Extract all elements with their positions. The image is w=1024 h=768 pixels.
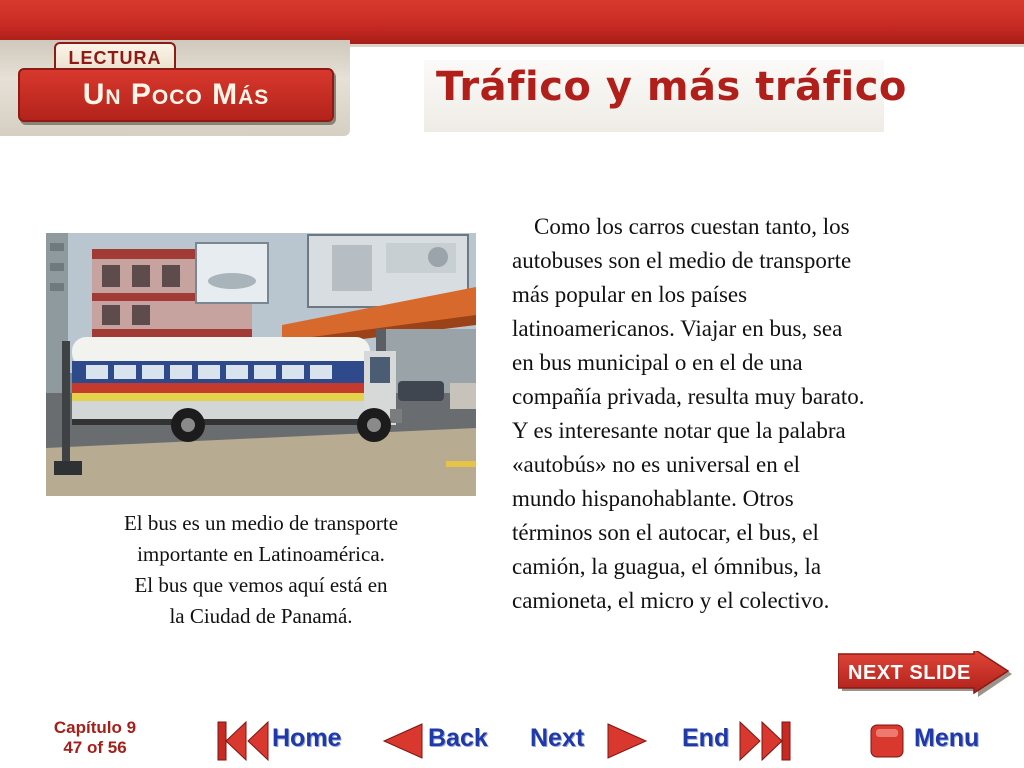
back-button[interactable] — [378, 716, 498, 766]
paragraph-line: latinoamericanos. Viajar en bus, sea — [512, 316, 843, 341]
photo-caption — [46, 508, 476, 632]
arrow-right-icon — [602, 716, 652, 766]
caption-line: la Ciudad de Panamá. — [169, 604, 353, 628]
menu-label: Menu — [914, 724, 980, 752]
paragraph-line: más popular en los países — [512, 282, 748, 307]
page-title: Tráfico y más tráfico — [436, 64, 907, 110]
skip-back-icon — [216, 716, 272, 766]
menu-square-icon — [868, 716, 908, 766]
paragraph-line: Y es interesante notar que la palabra — [512, 418, 846, 443]
end-label: End — [682, 724, 730, 752]
logo-tab-label: LECTURA — [54, 42, 176, 72]
paragraph-line: «autobús» no es universal en el — [512, 452, 801, 477]
bus-photo — [46, 233, 476, 496]
header — [0, 0, 1024, 140]
header-band — [0, 0, 1024, 44]
caption-line: El bus que vemos aquí está en — [134, 573, 388, 597]
paragraph-line: camión, la guagua, el ómnibus, la — [512, 554, 822, 579]
paragraph-line: términos son el autocar, el bus, el — [512, 520, 819, 545]
caption-line: importante en Latinoamérica. — [137, 542, 385, 566]
arrow-left-icon — [378, 716, 428, 766]
menu-button[interactable] — [868, 716, 998, 766]
caption-line: El bus es un medio de transporte — [123, 511, 399, 535]
next-button[interactable] — [530, 716, 650, 766]
home-label: Home — [272, 724, 342, 752]
chapter-info — [30, 718, 160, 758]
paragraph-line: mundo hispanohablante. Otros — [512, 486, 794, 511]
bus-photo-image — [46, 233, 476, 496]
paragraph-line: compañía privada, resulta muy barato. — [512, 384, 865, 409]
paragraph-line: en bus municipal o en el de una — [512, 350, 803, 375]
page-counter: 47 of 56 — [63, 738, 127, 757]
home-button[interactable] — [216, 716, 356, 766]
end-button[interactable] — [682, 716, 802, 766]
paragraph-line: autobuses son el medio de transporte — [512, 248, 852, 273]
next-slide-button[interactable] — [838, 651, 1014, 697]
chapter-label: Capítulo 9 — [53, 718, 137, 737]
reading-paragraph — [512, 210, 962, 618]
skip-forward-icon — [736, 716, 792, 766]
paragraph-line: Como los carros cuestan tanto, los — [534, 214, 850, 239]
section-logo — [18, 42, 334, 122]
back-label: Back — [428, 724, 488, 752]
logo-main-label: Un Poco Más — [18, 68, 334, 122]
next-slide-label: NEXT SLIDE — [848, 662, 971, 684]
next-label: Next — [530, 724, 585, 752]
paragraph-line: camioneta, el micro y el colectivo. — [512, 588, 830, 613]
